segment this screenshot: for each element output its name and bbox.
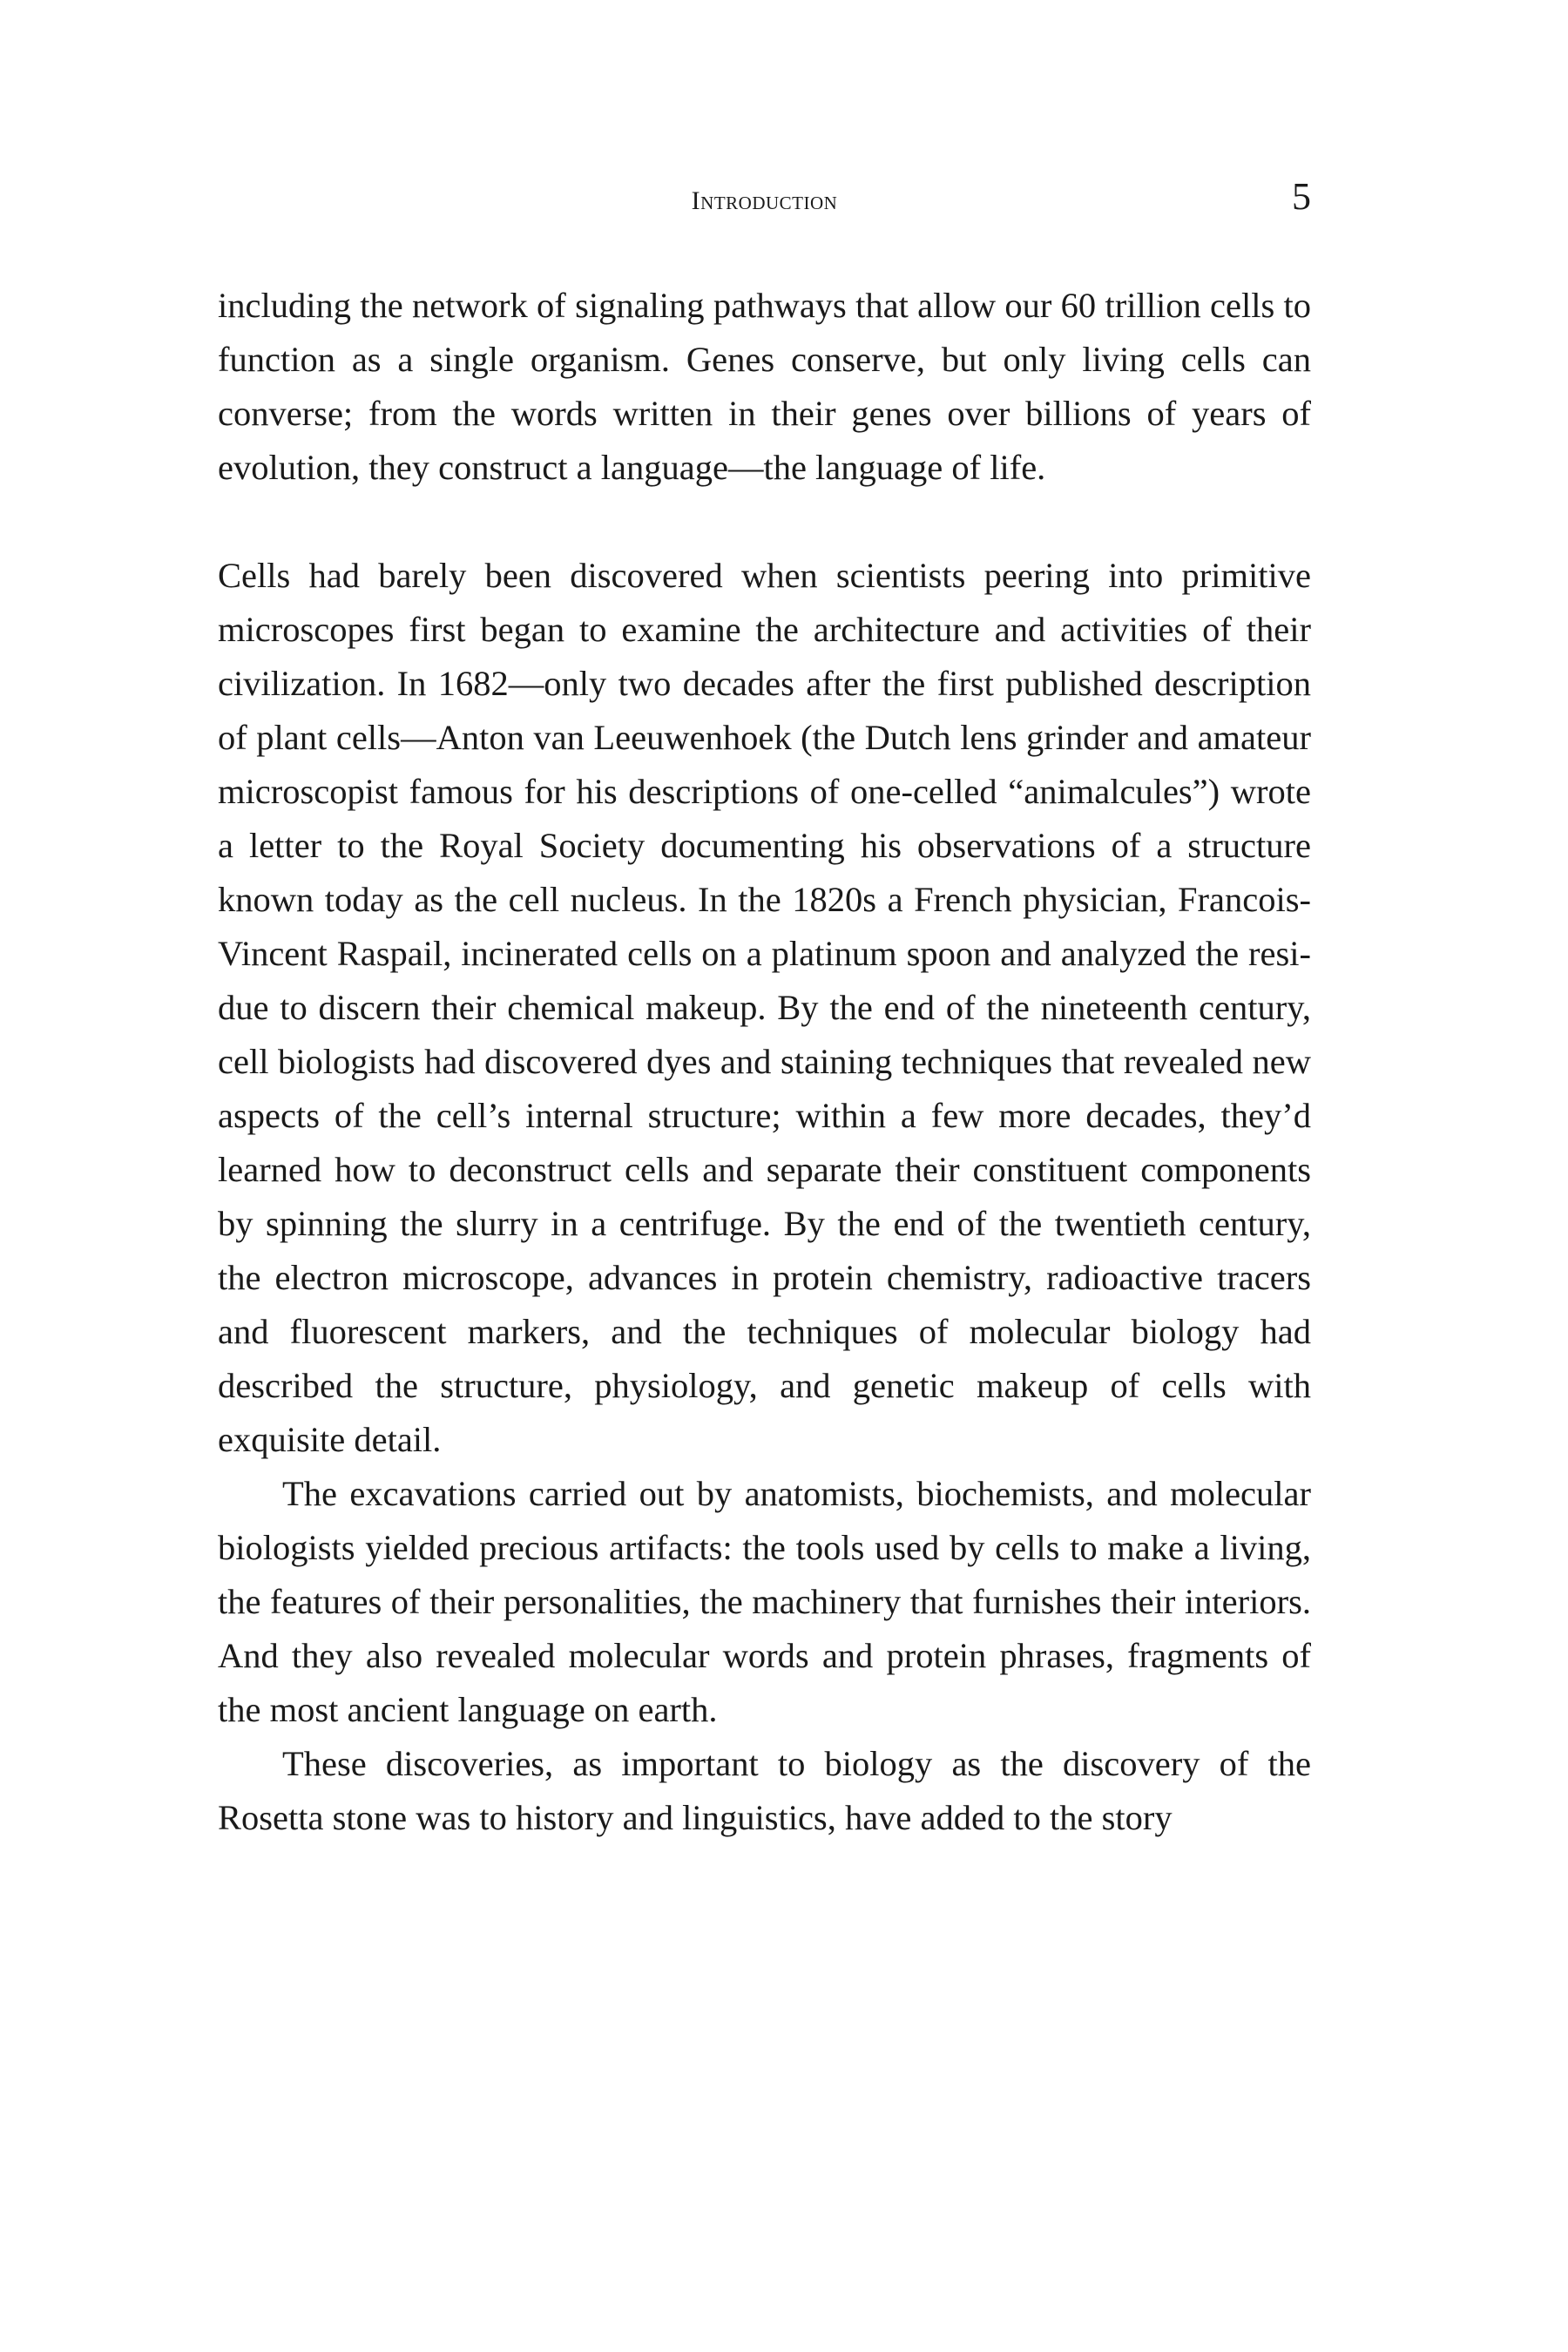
paragraph-discoveries: These discoveries, as important to biology as the discovery of the Rosetta stone was to history and linguistics, have added to the story — [218, 1744, 1311, 1837]
paragraph-continuation: including the network of signaling pathways that allow our 60 trillion cells to function as a single organism. Genes conserve, but only living cells can converse; from the words written in their genes over billions of years of evolution, they construct a language—the language of life. — [218, 286, 1311, 487]
paragraph-excavations: The excavations carried out by anatomists, biochemists, and molecular biologists yielded precious artifacts: the tools used by cells to make a living, the features of their personalities, the machinery that furnishes their interiors. And they also revealed molecular words and protein phrases, fragments of the most ancient language on earth. — [218, 1474, 1311, 1729]
body-text — [218, 279, 1311, 1845]
book-page — [218, 174, 1311, 1845]
running-title: Introduction — [691, 186, 838, 215]
page-number: 5 — [1292, 175, 1311, 218]
paragraph-cells-discovered: Cells had barely been discovered when scientists peering into primitive microscopes first began to examine the architecture and activities of their civilization. In 1682—only two decades after the first published description of plant cells—Anton van Leeuwenhoek (the Dutch lens grinder and amateur microscopist famous for his descriptions of one-celled “animalcules”) wrote a letter to the Royal Society documenting his observations of a structure known today as the cell nucleus. In the 1820s a French physician, Francois-Vincent Raspail, incinerated cells on a platinum spoon and analyzed the residue to discern their chemical makeup. By the end of the nineteenth century, cell biologists had discovered dyes and staining techniques that revealed new aspects of the cell’s internal structure; within a few more decades, they’d learned how to deconstruct cells and separate their constituent components by spinning the slurry in a centrifuge. By the end of the twentieth century, the electron microscope, advances in protein chemistry, radioactive tracers and fluorescent markers, and the techniques of molecular biology had described the structure, physiology, and genetic makeup of cells with exquisite detail. — [218, 556, 1311, 1459]
running-head — [218, 174, 1311, 226]
